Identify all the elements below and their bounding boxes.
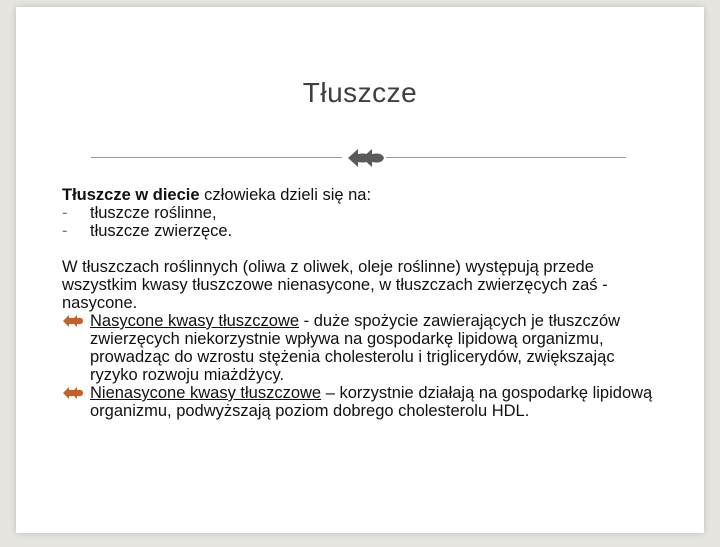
dash-marker: - (62, 222, 68, 240)
bullet-description: – korzystnie działają na gospodarkę lipidową organizmu, podwyższają poziom dobrego cholesterolu HDL. (90, 384, 653, 420)
bullet-term: Nienasycone kwasy tłuszczowe (90, 384, 322, 402)
bullet-term: Nasycone kwasy tłuszczowe (90, 312, 300, 330)
dash-item-text: tłuszcze roślinne, (90, 204, 217, 222)
bullet-description: - duże spożycie zawierających je tłuszczów zwierzęcych niekorzystnie wpływa na gospodarkę lipidową organizmu, prowadząc do wzrostu stężenia cholesterolu i triglicerydów, zwiększając ryzyko rozwoju miażdżycy. (90, 312, 621, 384)
intro-rest: człowieka dzieli się na: (199, 186, 372, 204)
leaf-bullet-icon (62, 384, 90, 420)
intro-line (62, 186, 662, 204)
dash-item-text: tłuszcze zwierzęce. (90, 222, 233, 240)
leaf-bullet-icon (62, 312, 90, 384)
dash-marker: - (62, 204, 68, 222)
body-paragraph: W tłuszczach roślinnych (oliwa z oliwek, oleje roślinne) występują przede wszystkim kwasy tłuszczowe nienasycone, w tłuszczach zwierzęcych zaś - nasycone. (62, 258, 608, 312)
slide-title: Tłuszcze (302, 77, 418, 108)
bullet-text (90, 312, 662, 384)
intro-bold: Tłuszcze w diecie (62, 186, 200, 204)
slide-content (62, 186, 662, 420)
dash-item (62, 204, 662, 222)
slide (16, 7, 704, 533)
dash-item (62, 222, 662, 240)
bullet-item (62, 384, 662, 420)
bullet-item (62, 312, 662, 384)
bullet-text (90, 384, 662, 420)
leaf-ornament-icon (342, 145, 386, 171)
